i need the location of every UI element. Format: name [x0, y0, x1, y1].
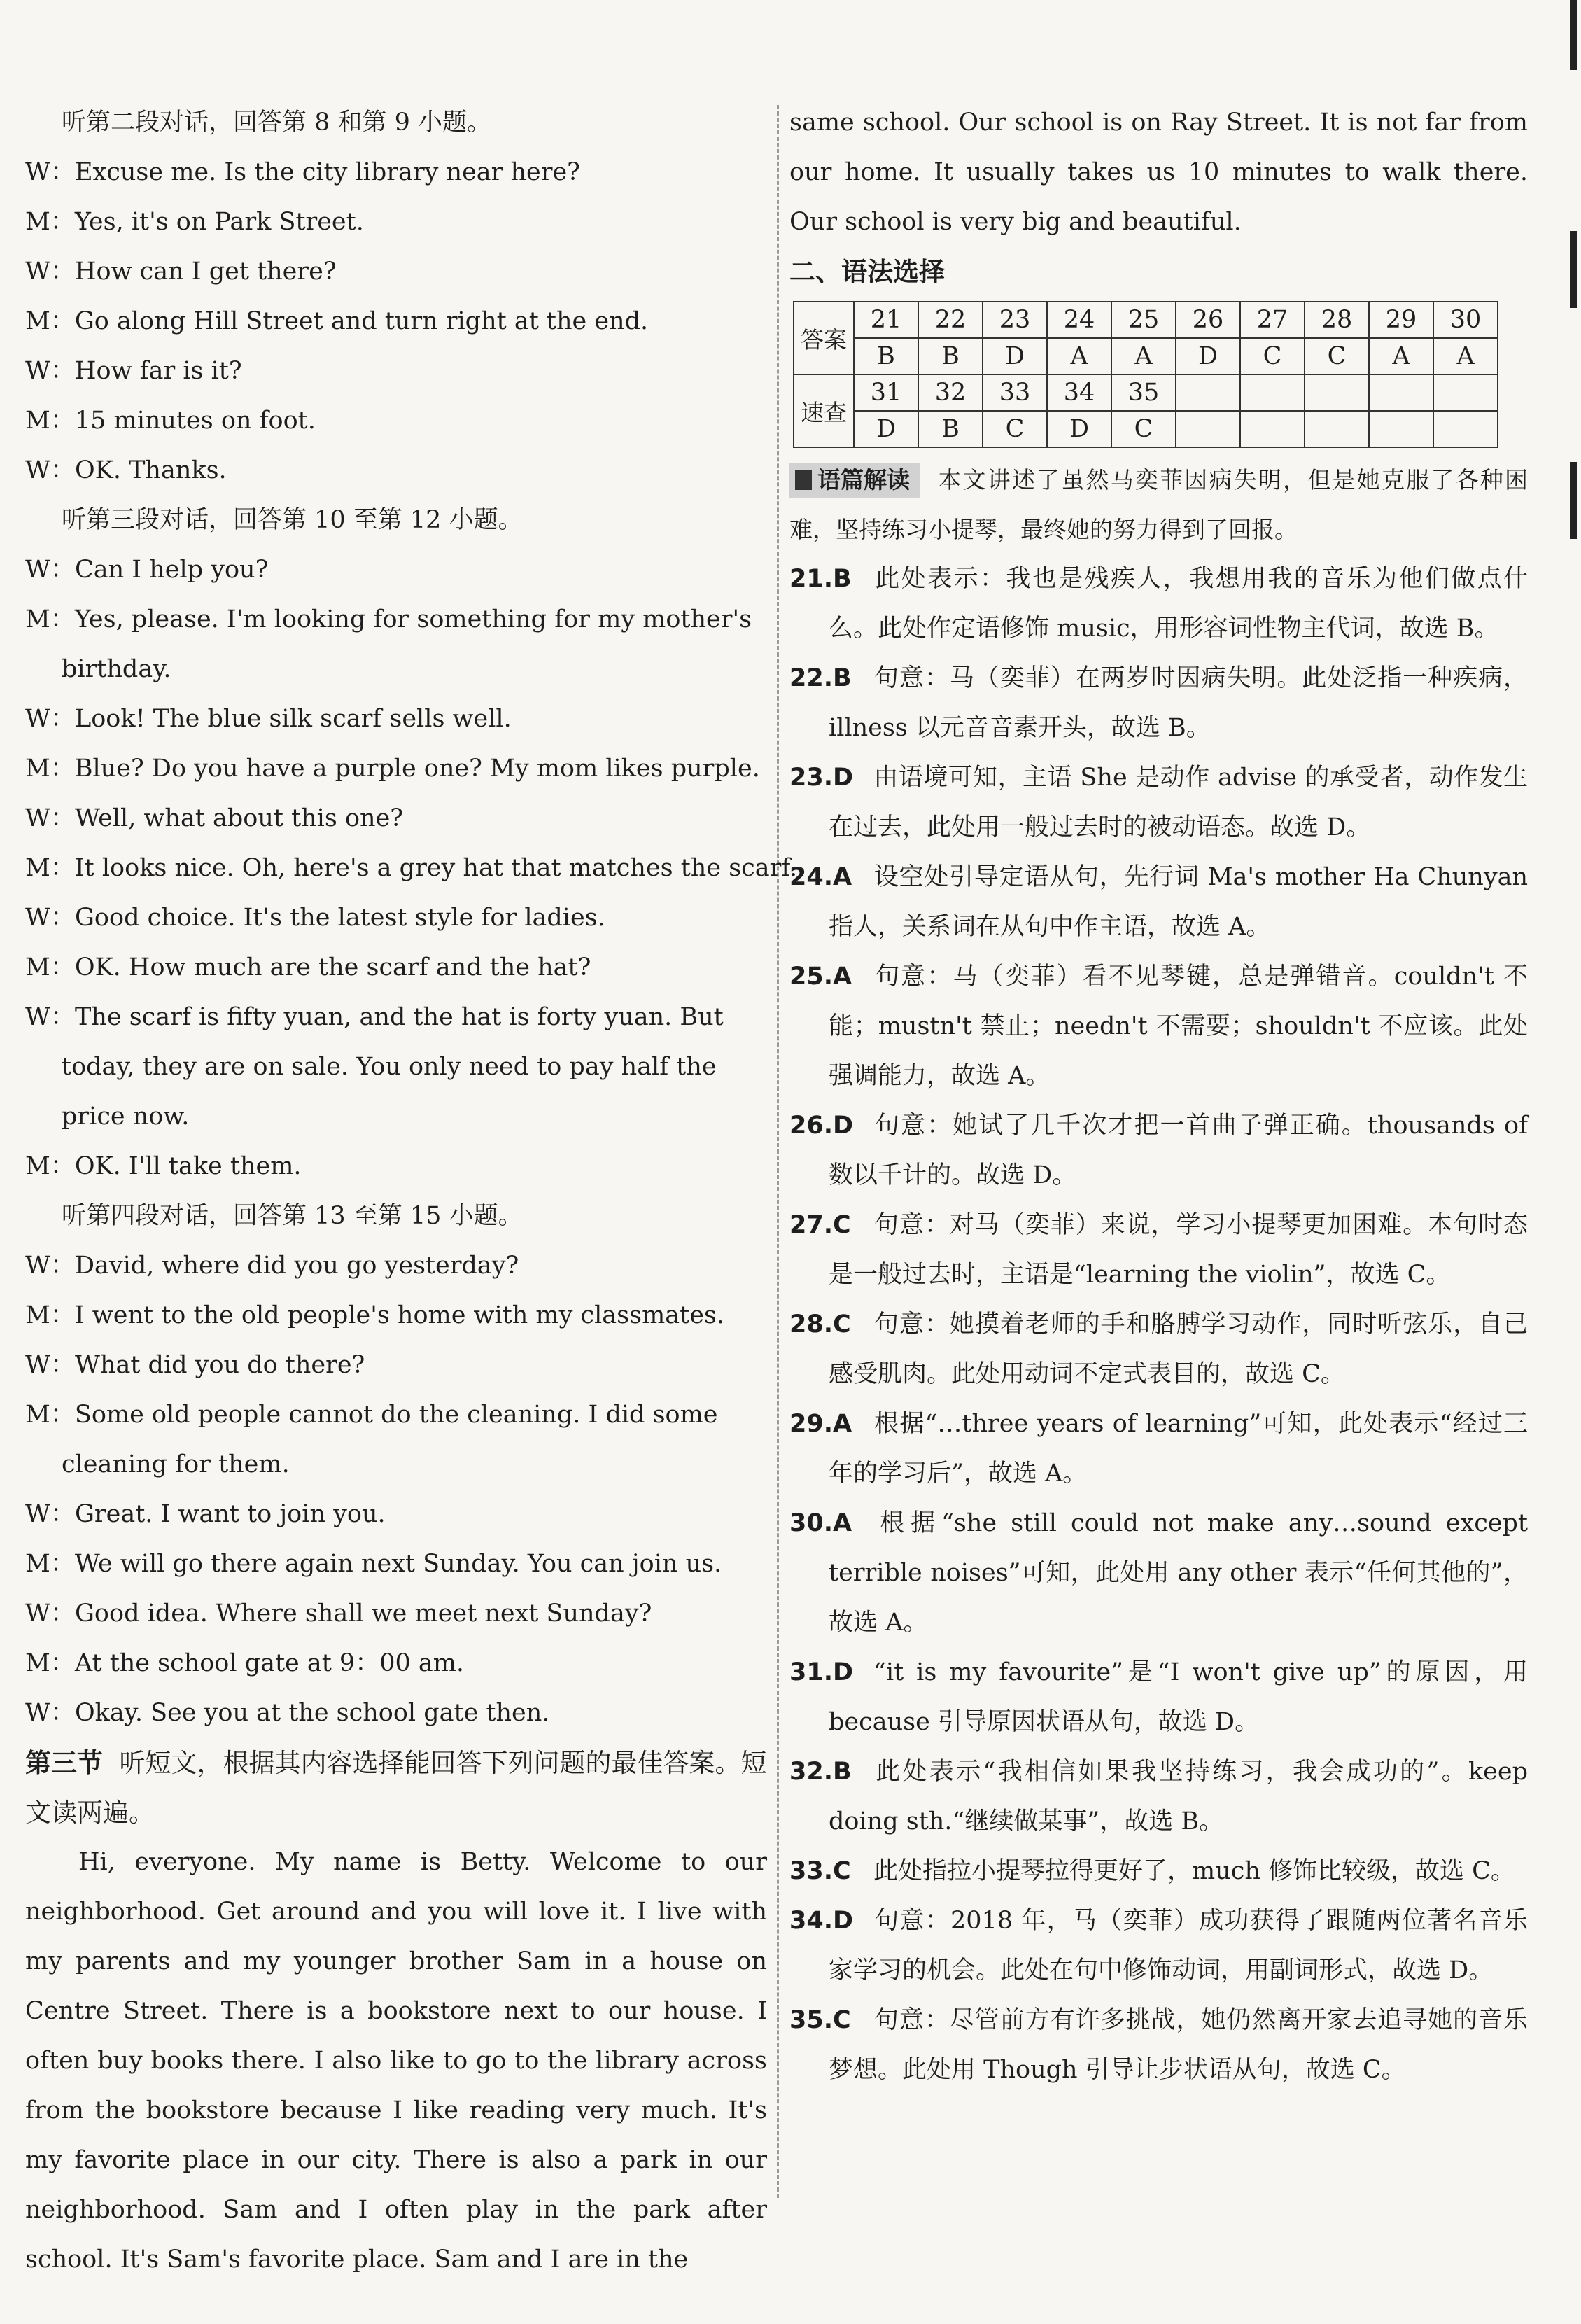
- table-cell: D: [1047, 411, 1111, 447]
- dialog-line: M：OK. I'll take them.: [25, 1152, 302, 1180]
- item-number: 30.A: [789, 1509, 852, 1537]
- table-cell: C: [1305, 338, 1369, 374]
- item-number: 26.D: [789, 1112, 854, 1140]
- table-cell: 28: [1305, 302, 1369, 338]
- table-label-lookup: 速查: [794, 374, 854, 447]
- table-cell: 30: [1433, 302, 1498, 338]
- dialog-line: M：We will go there again next Sunday. You can join us.: [25, 1550, 722, 1578]
- reading-tag: [789, 463, 920, 498]
- explanation-item: [789, 1747, 1528, 1847]
- table-cell: A: [1433, 338, 1498, 374]
- table-cell: C: [1111, 411, 1176, 447]
- dialog-4-heading: 听第四段对话，回答第 13 至第 15 小题。: [62, 1202, 523, 1230]
- dialog-line: W：OK. Thanks.: [25, 456, 227, 484]
- table-cell: 22: [918, 302, 983, 338]
- dialog-line: W：Excuse me. Is the city library near here?: [25, 158, 580, 186]
- grammar-section-title: 二、语法选择: [789, 257, 945, 287]
- dialog-line: W：Good choice. It's the latest style for ladies.: [25, 904, 605, 932]
- table-cell: 33: [983, 374, 1047, 411]
- table-cell: [1369, 411, 1433, 447]
- table-cell: 27: [1240, 302, 1305, 338]
- dialog-4: [25, 1241, 767, 1738]
- dialog-line: M：I went to the old people's home with my classmates.: [25, 1301, 725, 1329]
- dialog-line: M：Some old people cannot do the cleaning. I did some cleaning for them.: [25, 1401, 718, 1478]
- table-cell: [1176, 411, 1240, 447]
- table-cell: B: [918, 411, 983, 447]
- reading-summary: [789, 455, 1528, 554]
- item-text: 句意：她摸着老师的手和胳膊学习动作，同时听弦乐，自己感受肌肉。此处用动词不定式表目的，故选 C。: [829, 1310, 1528, 1388]
- page-edge-mark-3: [1570, 462, 1577, 539]
- dialog-line: M：Go along Hill Street and turn right at the end.: [25, 307, 649, 335]
- reading-summary-text: 本文讲述了虽然马奕菲因病失明，但是她克服了各种困难，坚持练习小提琴，最终她的努力得到了回报。: [789, 466, 1528, 543]
- item-number: 29.A: [789, 1410, 852, 1438]
- left-column: [25, 98, 798, 2285]
- dialog-line: M：At the school gate at 9：00 am.: [25, 1649, 465, 1677]
- item-text: 此处表示：我也是残疾人，我想用我的音乐为他们做点什么。此处作定语修饰 music，用形容词性物主代词，故选 B。: [829, 565, 1528, 643]
- item-text: 此处表示“我相信如果我坚持练习，我会成功的”。keep doing sth.“继续做某事”，故选 B。: [829, 1758, 1528, 1835]
- explanation-item: [789, 554, 1528, 654]
- dialog-3-heading: 听第三段对话，回答第 10 至第 12 小题。: [62, 506, 523, 534]
- answer-row-letters-2: [794, 411, 1498, 447]
- explanation-item: [789, 1499, 1528, 1648]
- item-number: 35.C: [789, 2006, 851, 2034]
- item-text: 此处指拉小提琴拉得更好了，much 修饰比较级，故选 C。: [873, 1857, 1515, 1885]
- table-cell: A: [1047, 338, 1111, 374]
- listening-passage: Hi, everyone. My name is Betty. Welcome to our neighborhood. Get around and you will love it. I live with my parents and my younger brother Sam in a house on Centre Street. There is a bookstore next to our house. I often buy books there. I also like to go to the library across from the bookstore because I like reading very much. It's my favorite place in our city. There is also a park in our neighborhood. Sam and I often play in the park after school. It's Sam's favorite place. Sam and I are in the: [25, 1848, 767, 2274]
- item-text: 句意：对马（奕菲）来说，学习小提琴更加困难。本句时态是一般过去时，主语是“learning the violin”，故选 C。: [829, 1211, 1528, 1289]
- page-edge-mark-1: [1570, 0, 1577, 70]
- table-cell: 35: [1111, 374, 1176, 411]
- answer-table: [793, 301, 1498, 448]
- table-cell: B: [854, 338, 918, 374]
- dialog-line: M：Blue? Do you have a purple one? My mom likes purple.: [25, 755, 760, 783]
- page-edge-mark-2: [1570, 231, 1577, 308]
- explanation-list: [789, 554, 1528, 2095]
- item-number: 27.C: [789, 1211, 851, 1239]
- dialog-line: M：It looks nice. Oh, here's a grey hat that matches the scarf.: [25, 854, 798, 882]
- book-icon: [795, 470, 812, 490]
- table-cell: B: [918, 338, 983, 374]
- explanation-item: [789, 1200, 1528, 1300]
- table-cell: 34: [1047, 374, 1111, 411]
- section-3-label: 第三节: [25, 1748, 103, 1778]
- item-number: 24.A: [789, 863, 852, 891]
- dialog-line: M：15 minutes on foot.: [25, 407, 316, 435]
- explanation-item: [789, 1847, 1528, 1896]
- table-cell: D: [983, 338, 1047, 374]
- table-cell: 24: [1047, 302, 1111, 338]
- table-cell: 23: [983, 302, 1047, 338]
- table-cell: [1433, 411, 1498, 447]
- dialog-line: W：Okay. See you at the school gate then.: [25, 1699, 550, 1727]
- table-label-answer: 答案: [794, 302, 854, 374]
- explanation-item: [789, 952, 1528, 1101]
- dialog-line: W：Great. I want to join you.: [25, 1500, 386, 1528]
- explanation-item: [789, 1996, 1528, 2095]
- dialog-line: W：The scarf is fifty yuan, and the hat is forty yuan. But today, they are on sale. You only need to pay half the price now.: [25, 1003, 724, 1130]
- item-text: “it is my favourite”是“I won't give up”的原因，用 because 引导原因状语从句，故选 D。: [829, 1658, 1528, 1736]
- item-text: 根据“she still could not make any…sound except terrible noises”可知，此处用 any other 表示“任何其他的”，故选 A。: [829, 1509, 1528, 1637]
- explanation-item: [789, 1399, 1528, 1499]
- dialog-line: M：OK. How much are the scarf and the hat?: [25, 953, 591, 981]
- table-cell: D: [854, 411, 918, 447]
- table-cell: 25: [1111, 302, 1176, 338]
- table-cell: 29: [1369, 302, 1433, 338]
- item-number: 33.C: [789, 1857, 851, 1885]
- explanation-item: [789, 1648, 1528, 1747]
- item-text: 根据“…three years of learning”可知，此处表示“经过三年的学习后”，故选 A。: [829, 1410, 1528, 1488]
- item-text: 句意：2018 年，马（奕菲）成功获得了跟随两位著名音乐家学习的机会。此处在句中修饰动词，用副词形式，故选 D。: [829, 1907, 1528, 1984]
- right-column: [789, 98, 1528, 2095]
- table-cell: [1176, 374, 1240, 411]
- listening-passage-continued: same school. Our school is on Ray Street. It is not far from our home. It usually takes us 10 minutes to walk there. Our school is very big and beautiful.: [789, 108, 1528, 236]
- column-divider: [777, 105, 779, 2198]
- table-cell: [1240, 374, 1305, 411]
- dialog-line: W：David, where did you go yesterday?: [25, 1252, 519, 1280]
- table-cell: C: [983, 411, 1047, 447]
- dialog-line: W：How can I get there?: [25, 258, 337, 286]
- item-text: 句意：马（奕菲）在两岁时因病失明。此处泛指一种疾病，illness 以元音音素开头，故选 B。: [829, 664, 1528, 742]
- item-text: 由语境可知，主语 She 是动作 advise 的承受者，动作发生在过去，此处用一般过去时的被动语态。故选 D。: [829, 764, 1528, 841]
- explanation-item: [789, 1300, 1528, 1399]
- table-cell: A: [1111, 338, 1176, 374]
- item-number: 31.D: [789, 1658, 854, 1686]
- item-text: 设空处引导定语从句，先行词 Ma's mother Ha Chunyan 指人，关系词在从句中作主语，故选 A。: [829, 863, 1528, 941]
- table-cell: 32: [918, 374, 983, 411]
- table-cell: [1433, 374, 1498, 411]
- table-cell: [1240, 411, 1305, 447]
- table-cell: D: [1176, 338, 1240, 374]
- item-number: 34.D: [789, 1907, 854, 1935]
- table-cell: C: [1240, 338, 1305, 374]
- dialog-3: [25, 545, 798, 1191]
- item-number: 23.D: [789, 764, 854, 792]
- item-number: 22.B: [789, 664, 852, 692]
- dialog-line: M：Yes, it's on Park Street.: [25, 208, 364, 236]
- item-number: 28.C: [789, 1310, 851, 1338]
- dialog-line: W：Good idea. Where shall we meet next Sunday?: [25, 1600, 652, 1628]
- dialog-line: W：Look! The blue silk scarf sells well.: [25, 705, 512, 733]
- item-number: 21.B: [789, 565, 852, 593]
- answer-row-letters-1: [794, 338, 1498, 374]
- reading-tag-label: 语篇解读: [817, 466, 910, 493]
- dialog-2: [25, 148, 767, 496]
- dialog-line: W：How far is it?: [25, 357, 242, 385]
- table-cell: 21: [854, 302, 918, 338]
- table-cell: 26: [1176, 302, 1240, 338]
- item-number: 32.B: [789, 1758, 852, 1786]
- item-number: 25.A: [789, 962, 852, 990]
- table-cell: [1305, 411, 1369, 447]
- dialog-line: W：What did you do there?: [25, 1351, 365, 1379]
- table-cell: A: [1369, 338, 1433, 374]
- explanation-item: [789, 1896, 1528, 1996]
- section-3-instruction: [25, 1738, 767, 1837]
- table-cell: 31: [854, 374, 918, 411]
- dialog-line: M：Yes, please. I'm looking for something for my mother's birthday.: [25, 606, 752, 683]
- dialog-line: W：Well, what about this one?: [25, 804, 404, 832]
- section-3-text: 听短文，根据其内容选择能回答下列问题的最佳答案。短文读两遍。: [25, 1748, 767, 1828]
- explanation-item: [789, 1101, 1528, 1200]
- answer-row-numbers-1: [794, 302, 1498, 338]
- item-text: 句意：她试了几千次才把一首曲子弹正确。thousands of 数以千计的。故选 D。: [829, 1112, 1528, 1189]
- answer-row-numbers-2: [794, 374, 1498, 411]
- dialog-2-heading: 听第二段对话，回答第 8 和第 9 小题。: [62, 108, 492, 136]
- explanation-item: [789, 753, 1528, 853]
- explanation-item: [789, 853, 1528, 952]
- table-cell: [1305, 374, 1369, 411]
- item-text: 句意：马（奕菲）看不见琴键，总是弹错音。couldn't 不能；mustn't 禁止；needn't 不需要；shouldn't 不应该。此处强调能力，故选 A。: [829, 962, 1528, 1090]
- dialog-line: W：Can I help you?: [25, 556, 269, 584]
- table-cell: [1369, 374, 1433, 411]
- item-text: 句意：尽管前方有许多挑战，她仍然离开家去追寻她的音乐梦想。此处用 Though 引导让步状语从句，故选 C。: [829, 2006, 1528, 2084]
- explanation-item: [789, 654, 1528, 753]
